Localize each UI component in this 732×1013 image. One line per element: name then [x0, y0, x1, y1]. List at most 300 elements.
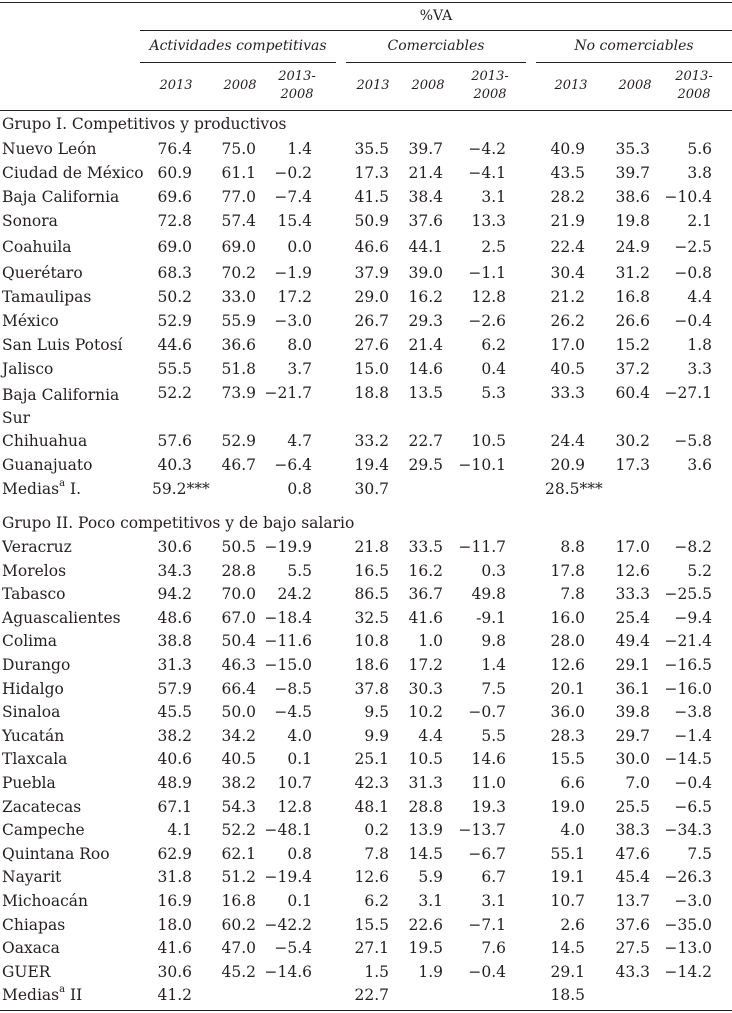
cell-value: 46.3: [221, 656, 256, 674]
cell-value: 51.8: [221, 360, 256, 378]
cell-value: −0.2: [274, 164, 312, 182]
cell-value: 42.3: [354, 774, 389, 792]
cell-value: 0.4: [481, 360, 506, 378]
cell-value: 39.7: [615, 164, 650, 182]
cell-value: 52.2: [157, 384, 192, 402]
row-label: Puebla: [2, 774, 56, 792]
cell-value: 55.9: [221, 312, 256, 330]
cell-value: 38.2: [221, 774, 256, 792]
row-label: Chihuahua: [2, 432, 88, 450]
table-row: [0, 585, 732, 609]
cell-value: −3.0: [274, 312, 312, 330]
cell-value: 17.2: [408, 656, 443, 674]
cell-value: 16.5: [354, 562, 389, 580]
cell-value: 17.8: [550, 562, 585, 580]
cell-value: −8.2: [674, 538, 712, 556]
cell-value: 24.9: [615, 238, 650, 256]
table-row: [0, 939, 732, 963]
cell-value: 4.0: [287, 727, 312, 745]
cell-value: −4.1: [468, 164, 506, 182]
table-row: [0, 656, 732, 680]
group-rule-3: [536, 62, 732, 63]
cell-value: 28.8: [408, 798, 443, 816]
cell-value: 6.2: [364, 892, 389, 910]
cell-value: 3.6: [687, 456, 712, 474]
cell-value: 3.1: [418, 892, 443, 910]
cell-value: 8.0: [287, 336, 312, 354]
cell-value: 28.3: [550, 727, 585, 745]
cell-value: 50.5: [221, 538, 256, 556]
cell-value: 21.4: [408, 164, 443, 182]
cell-value: 1.5: [364, 963, 389, 981]
cell-value: −35.0: [664, 916, 712, 934]
cell-value: 7.6: [481, 939, 506, 957]
cell-value: 2.5: [481, 238, 506, 256]
row-label: Sonora: [2, 212, 58, 230]
cell-value: 12.8: [277, 798, 312, 816]
cell-value: 19.8: [615, 212, 650, 230]
cell-value: −3.8: [674, 703, 712, 721]
cell-value: 25.1: [354, 750, 389, 768]
cell-value: 25.5: [615, 798, 650, 816]
table-row: [0, 774, 732, 798]
cell-value: −2.6: [468, 312, 506, 330]
cell-value: −0.4: [674, 312, 712, 330]
row-label: Hidalgo: [2, 680, 64, 698]
cell-value: 30.3: [408, 680, 443, 698]
cell-value: 50.4: [221, 632, 256, 650]
cell-value: 22.7: [354, 986, 389, 1004]
cell-value: 5.5: [287, 562, 312, 580]
group-title: Grupo I. Competitivos y productivos: [2, 115, 287, 133]
table-row: [0, 312, 732, 336]
cell-value: 17.2: [277, 288, 312, 306]
cell-value: 16.8: [221, 892, 256, 910]
table-row: [0, 892, 732, 916]
cell-value: 46.7: [221, 456, 256, 474]
subheader-year-a: 2013: [554, 78, 588, 93]
cell-value: −0.8: [674, 264, 712, 282]
subheader-year-b: 2008: [223, 78, 257, 93]
cell-value: −21.4: [664, 632, 712, 650]
cell-value: −11.7: [458, 538, 506, 556]
cell-value: 5.6: [687, 140, 712, 158]
cell-value: 15.5: [354, 916, 389, 934]
cell-value: 75.0: [221, 140, 256, 158]
cell-value: 31.3: [157, 656, 192, 674]
cell-value: 2.1: [687, 212, 712, 230]
cell-value: 6.7: [481, 868, 506, 886]
cell-value: 40.5: [221, 750, 256, 768]
cell-value: 41.6: [408, 609, 443, 627]
cell-value: −0.4: [674, 774, 712, 792]
cell-value: 7.5: [481, 680, 506, 698]
cell-value: −34.3: [664, 821, 712, 839]
cell-value: 17.0: [615, 538, 650, 556]
cell-value: 35.5: [354, 140, 389, 158]
cell-value: 41.2: [157, 986, 192, 1004]
row-label: GUER: [2, 963, 51, 981]
row-label: Quintana Roo: [2, 845, 110, 863]
group-title: Grupo II. Poco competitivos y de bajo salario: [2, 514, 355, 532]
row-label: Tabasco: [2, 585, 66, 603]
cell-value: 5.3: [481, 384, 506, 402]
cell-value: 15.4: [277, 212, 312, 230]
cell-value: 10.7: [550, 892, 585, 910]
row-label: Veracruz: [2, 538, 72, 556]
cell-value: 38.2: [157, 727, 192, 745]
cell-value: 33.5: [408, 538, 443, 556]
cell-value: 36.1: [615, 680, 650, 698]
table-row: [0, 238, 732, 262]
cell-value: −19.4: [264, 868, 312, 886]
cell-value: 32.5: [354, 609, 389, 627]
cell-value: 47.0: [221, 939, 256, 957]
cell-value: 19.3: [471, 798, 506, 816]
subheader-year-b: 2008: [411, 78, 445, 93]
cell-value: 14.6: [471, 750, 506, 768]
subheader-year-diff: 2013- 2008: [278, 69, 316, 102]
cell-value: 0.1: [287, 750, 312, 768]
cell-value: 0.8: [287, 480, 312, 498]
cell-value: −6.7: [468, 845, 506, 863]
cell-value: −8.5: [274, 680, 312, 698]
cell-value: 10.7: [277, 774, 312, 792]
cell-value: 0.8: [287, 845, 312, 863]
cell-value: 16.8: [615, 288, 650, 306]
cell-value: −10.1: [458, 456, 506, 474]
cell-value: 68.3: [157, 264, 192, 282]
cell-value: 36.7: [408, 585, 443, 603]
cell-value: −1.1: [468, 264, 506, 282]
cell-value: 14.5: [550, 939, 585, 957]
cell-value: 0.1: [287, 892, 312, 910]
cell-value: −26.3: [664, 868, 712, 886]
cell-value: 70.2: [221, 264, 256, 282]
cell-value: −1.4: [674, 727, 712, 745]
row-label: Nuevo León: [2, 140, 97, 158]
cell-value: 54.3: [221, 798, 256, 816]
table-row: [0, 164, 732, 188]
cell-value: 50.9: [354, 212, 389, 230]
cell-value: 29.3: [408, 312, 443, 330]
cell-value: 57.4: [221, 212, 256, 230]
cell-value: 3.7: [287, 360, 312, 378]
cell-value: 48.9: [157, 774, 192, 792]
cell-value: 30.0: [615, 750, 650, 768]
row-label: Zacatecas: [2, 798, 82, 816]
row-label: Chiapas: [2, 916, 66, 934]
cell-value: −3.0: [674, 892, 712, 910]
cell-value: −25.5: [664, 585, 712, 603]
header-actividades-competitivas: Actividades competitivas: [149, 38, 327, 54]
cell-value: 77.0: [221, 188, 256, 206]
cell-value: 55.1: [550, 845, 585, 863]
cell-value: −5.4: [274, 939, 312, 957]
table-row: [0, 680, 732, 704]
cell-value: 14.5: [408, 845, 443, 863]
cell-value: 37.9: [354, 264, 389, 282]
means-row: [0, 480, 732, 504]
row-label: Sinaloa: [2, 703, 61, 721]
cell-value: 29.0: [354, 288, 389, 306]
cell-value: 16.2: [408, 288, 443, 306]
cell-value: −4.2: [468, 140, 506, 158]
cell-value: 26.6: [615, 312, 650, 330]
cell-value: 43.3: [615, 963, 650, 981]
cell-value: 13.9: [408, 821, 443, 839]
cell-value: 12.6: [550, 656, 585, 674]
cell-value: 27.1: [354, 939, 389, 957]
row-label: Campeche: [2, 821, 85, 839]
table-row: [0, 609, 732, 633]
row-label: Querétaro: [2, 264, 83, 282]
cell-value: 14.6: [408, 360, 443, 378]
cell-value: 46.6: [354, 238, 389, 256]
cell-value: 33.3: [550, 384, 585, 402]
cell-value: 19.0: [550, 798, 585, 816]
cell-value: 38.3: [615, 821, 650, 839]
cell-value: 48.6: [157, 609, 192, 627]
group-rule-2: [346, 62, 526, 63]
cell-value: 25.4: [615, 609, 650, 627]
cell-value: −15.0: [264, 656, 312, 674]
cell-value: −4.5: [274, 703, 312, 721]
cell-value: 37.2: [615, 360, 650, 378]
cell-value: 0.3: [481, 562, 506, 580]
cell-value: 1.0: [418, 632, 443, 650]
cell-value: 11.0: [471, 774, 506, 792]
table-row: [0, 845, 732, 869]
va-header: %VA: [419, 8, 453, 24]
cell-value: 33.3: [615, 585, 650, 603]
cell-value: 12.8: [471, 288, 506, 306]
cell-value: 20.9: [550, 456, 585, 474]
cell-value: 28.0: [550, 632, 585, 650]
cell-value: −11.6: [264, 632, 312, 650]
cell-value: 55.5: [157, 360, 192, 378]
group-rule-1: [140, 62, 336, 63]
row-label: Yucatán: [2, 727, 65, 745]
cell-value: 24.4: [550, 432, 585, 450]
cell-value: −19.9: [264, 538, 312, 556]
table-row: [0, 868, 732, 892]
cell-value: 39.0: [408, 264, 443, 282]
cell-value: −1.9: [274, 264, 312, 282]
cell-value: 37.6: [408, 212, 443, 230]
table-row: [0, 456, 732, 480]
cell-value: −9.4: [674, 609, 712, 627]
cell-value: 28.8: [221, 562, 256, 580]
cell-value: 4.4: [418, 727, 443, 745]
cell-value: 50.2: [157, 288, 192, 306]
cell-value: 43.5: [550, 164, 585, 182]
header-bottom-rule: [0, 110, 732, 111]
row-label: Michoacán: [2, 892, 88, 910]
cell-value: 7.5: [687, 845, 712, 863]
cell-value: 28.5***: [545, 480, 603, 498]
cell-value: 18.0: [157, 916, 192, 934]
cell-value: 34.2: [221, 727, 256, 745]
cell-value: 16.2: [408, 562, 443, 580]
cell-value: 24.2: [277, 585, 312, 603]
table-row: [0, 140, 732, 164]
cell-value: 13.7: [615, 892, 650, 910]
row-label: Baja California Sur: [2, 386, 120, 427]
cell-value: 27.6: [354, 336, 389, 354]
cell-value: 52.9: [221, 432, 256, 450]
cell-value: 45.2: [221, 963, 256, 981]
cell-value: 67.1: [157, 798, 192, 816]
subheader-year-a: 2013: [159, 78, 193, 93]
cell-value: −2.5: [674, 238, 712, 256]
cell-value: 66.4: [221, 680, 256, 698]
cell-value: −27.1: [664, 384, 712, 402]
cell-value: 5.5: [481, 727, 506, 745]
cell-value: 13.5: [408, 384, 443, 402]
cell-value: 9.9: [364, 727, 389, 745]
cell-value: 13.3: [471, 212, 506, 230]
cell-value: 49.4: [615, 632, 650, 650]
cell-value: 44.6: [157, 336, 192, 354]
cell-value: 9.8: [481, 632, 506, 650]
cell-value: 57.9: [157, 680, 192, 698]
cell-value: −21.7: [264, 384, 312, 402]
cell-value: 19.4: [354, 456, 389, 474]
cell-value: 34.3: [157, 562, 192, 580]
cell-value: 17.3: [615, 456, 650, 474]
cell-value: 6.2: [481, 336, 506, 354]
cell-value: 0.2: [364, 821, 389, 839]
cell-value: 20.1: [550, 680, 585, 698]
cell-value: −7.4: [274, 188, 312, 206]
cell-value: 29.1: [615, 656, 650, 674]
cell-value: 45.4: [615, 868, 650, 886]
cell-value: 4.1: [167, 821, 192, 839]
cell-value: 48.1: [354, 798, 389, 816]
cell-value: −16.0: [664, 680, 712, 698]
cell-value: 15.0: [354, 360, 389, 378]
cell-value: 4.4: [687, 288, 712, 306]
cell-value: 18.8: [354, 384, 389, 402]
row-label: Oaxaca: [2, 939, 60, 957]
cell-value: 30.6: [157, 538, 192, 556]
cell-value: 76.4: [157, 140, 192, 158]
cell-value: 10.5: [408, 750, 443, 768]
cell-value: 7.8: [364, 845, 389, 863]
cell-value: 5.9: [418, 868, 443, 886]
cell-value: 21.2: [550, 288, 585, 306]
cell-value: 36.6: [221, 336, 256, 354]
cell-value: 30.2: [615, 432, 650, 450]
cell-value: 62.1: [221, 845, 256, 863]
table-row: [0, 360, 732, 384]
cell-value: −13.0: [664, 939, 712, 957]
table-row: [0, 750, 732, 774]
cell-value: 4.0: [560, 821, 585, 839]
cell-value: 3.3: [687, 360, 712, 378]
cell-value: 22.4: [550, 238, 585, 256]
bottom-rule: [0, 1010, 732, 1011]
cell-value: −14.2: [664, 963, 712, 981]
cell-value: 73.9: [221, 384, 256, 402]
table-row: [0, 916, 732, 940]
cell-value: 10.8: [354, 632, 389, 650]
cell-value: 40.3: [157, 456, 192, 474]
table-row: [0, 727, 732, 751]
cell-value: −14.6: [264, 963, 312, 981]
cell-value: 37.6: [615, 916, 650, 934]
cell-value: 30.4: [550, 264, 585, 282]
cell-value: 10.2: [408, 703, 443, 721]
top-rule: [0, 2, 732, 3]
cell-value: 18.6: [354, 656, 389, 674]
cell-value: 7.0: [625, 774, 650, 792]
cell-value: 57.6: [157, 432, 192, 450]
cell-value: 19.5: [408, 939, 443, 957]
table-row: [0, 432, 732, 456]
subheader-year-a: 2013: [356, 78, 390, 93]
cell-value: 9.5: [364, 703, 389, 721]
row-label: Tamaulipas: [2, 288, 92, 306]
subheader-year-b: 2008: [618, 78, 652, 93]
subheader-year-diff: 2013- 2008: [675, 69, 713, 102]
cell-value: 31.2: [615, 264, 650, 282]
cell-value: −14.5: [664, 750, 712, 768]
cell-value: 4.7: [287, 432, 312, 450]
va-header-rule: [140, 30, 732, 31]
header-no-comerciables: No comerciables: [574, 38, 694, 54]
cell-value: −0.7: [468, 703, 506, 721]
cell-value: 72.8: [157, 212, 192, 230]
row-label: Tlaxcala: [2, 750, 68, 768]
cell-value: 16.0: [550, 609, 585, 627]
table-row: [0, 288, 732, 312]
cell-value: 21.4: [408, 336, 443, 354]
cell-value: 35.3: [615, 140, 650, 158]
cell-value: 40.5: [550, 360, 585, 378]
header-comerciables: Comerciables: [387, 38, 485, 54]
cell-value: −48.1: [264, 821, 312, 839]
cell-value: 3.1: [481, 188, 506, 206]
cell-value: 49.8: [471, 585, 506, 603]
row-label: Nayarit: [2, 868, 62, 886]
cell-value: 29.1: [550, 963, 585, 981]
cell-value: 44.1: [408, 238, 443, 256]
cell-value: 26.2: [550, 312, 585, 330]
row-label: Jalisco: [2, 360, 54, 378]
cell-value: 69.6: [157, 188, 192, 206]
cell-value: 60.4: [615, 384, 650, 402]
cell-value: 16.9: [157, 892, 192, 910]
cell-value: 86.5: [354, 585, 389, 603]
cell-value: 41.6: [157, 939, 192, 957]
cell-value: 67.0: [221, 609, 256, 627]
cell-value: 33.0: [221, 288, 256, 306]
cell-value: 30.6: [157, 963, 192, 981]
table-row: [0, 798, 732, 822]
cell-value: −6.5: [674, 798, 712, 816]
row-label: Medias$^a$ I.: [2, 478, 82, 498]
cell-value: 19.1: [550, 868, 585, 886]
cell-value: 1.9: [418, 963, 443, 981]
cell-value: 59.2***: [152, 480, 210, 498]
cell-value: 15.2: [615, 336, 650, 354]
table-row: [0, 821, 732, 845]
means-row: [0, 986, 732, 1010]
cell-value: 21.8: [354, 538, 389, 556]
cell-value: 1.8: [687, 336, 712, 354]
